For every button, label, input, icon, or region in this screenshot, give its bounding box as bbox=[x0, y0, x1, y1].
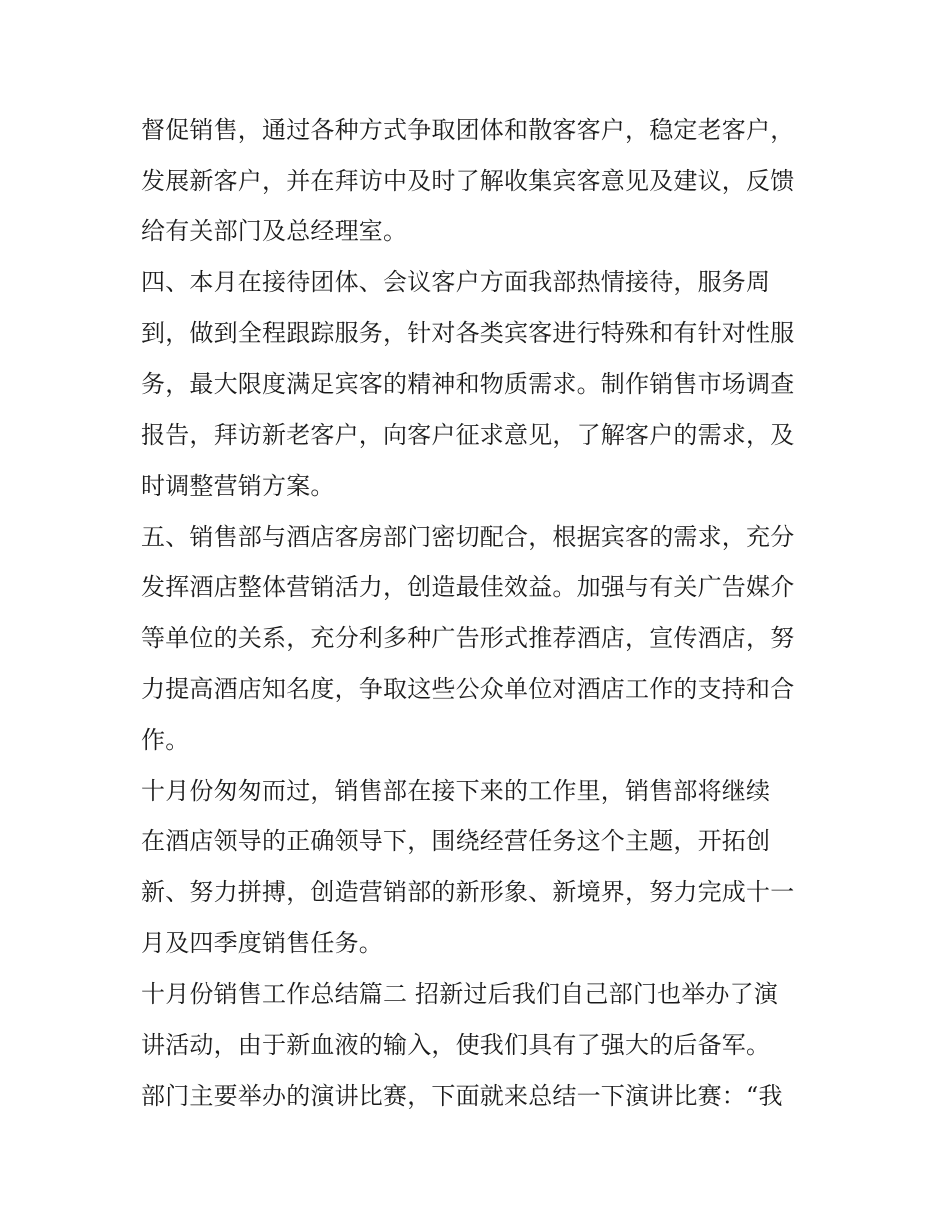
text-line: 报告，拜访新老客户，向客户征求意见，了解客户的需求，及 bbox=[141, 421, 795, 449]
text-line: 部门主要举办的演讲比赛，下面就来总结一下演讲比赛：“我 bbox=[141, 1082, 783, 1110]
text-line: 时调整营销方案。 bbox=[141, 472, 335, 500]
text-line: 力提高酒店知名度，争取这些公众单位对酒店工作的支持和合 bbox=[141, 675, 795, 703]
text-line: 讲活动，由于新血液的输入，使我们具有了强大的后备军。 bbox=[141, 1031, 771, 1059]
text-line: 到，做到全程跟踪服务，针对各类宾客进行特殊和有针对性服 bbox=[141, 319, 795, 347]
text-line: 发挥酒店整体营销活力，创造最佳效益。加强与有关广告媒介 bbox=[141, 573, 795, 601]
text-line: 十月份匆匆而过，销售部在接下来的工作里，销售部将继续 bbox=[141, 777, 771, 805]
text-line: 月及四季度销售任务。 bbox=[141, 929, 383, 957]
text-line: 四、本月在接待团体、会议客户方面我部热情接待，服务周 bbox=[141, 268, 771, 296]
text-line: 务，最大限度满足宾客的精神和物质需求。制作销售市场调查 bbox=[141, 370, 795, 398]
text-line: 十月份销售工作总结篇二 招新过后我们自己部门也举办了演 bbox=[141, 980, 779, 1008]
text-line: 等单位的关系，充分利多种广告形式推荐酒店，宣传酒店，努 bbox=[141, 624, 795, 652]
text-line: 作。 bbox=[141, 726, 190, 754]
text-line: 发展新客户，并在拜访中及时了解收集宾客意见及建议，反馈 bbox=[141, 167, 795, 195]
text-line: 新、努力拼搏，创造营销部的新形象、新境界，努力完成十一 bbox=[141, 878, 795, 906]
text-line: 督促销售，通过各种方式争取团体和散客客户，稳定老客户， bbox=[141, 116, 795, 144]
text-line: 给有关部门及总经理室。 bbox=[141, 217, 408, 245]
text-line: 五、销售部与酒店客房部门密切配合，根据宾客的需求，充分 bbox=[141, 523, 795, 551]
text-line: 在酒店领导的正确领导下，围绕经营任务这个主题，开拓创 bbox=[141, 827, 771, 855]
